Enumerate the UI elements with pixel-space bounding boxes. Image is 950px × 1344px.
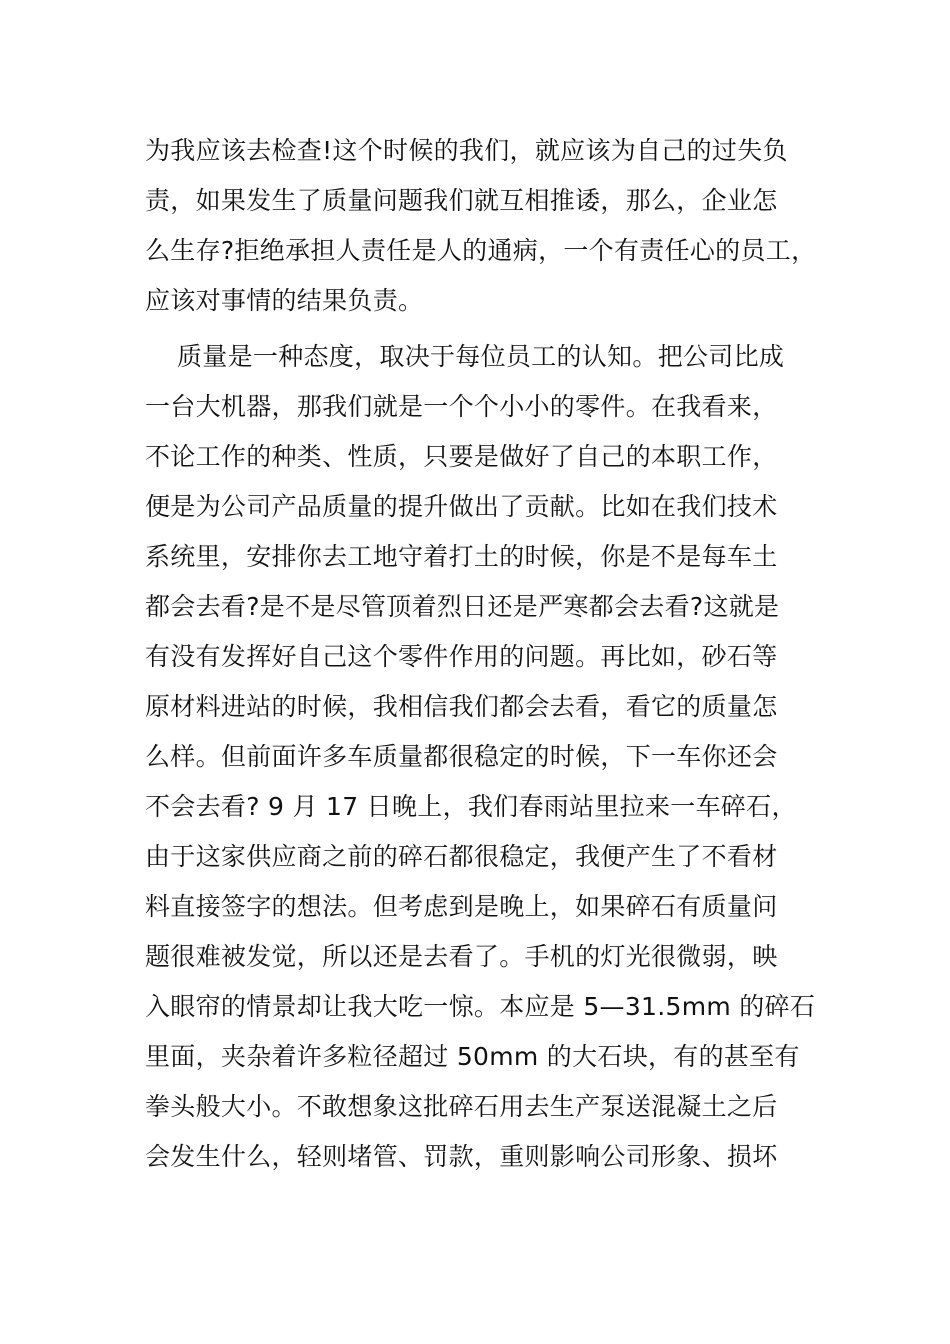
- text-line: 都会去看?是不是尽管顶着烈日还是严寒都会去看?这就是: [145, 592, 780, 621]
- text-line: 料直接签字的想法。但考虑到是晚上，如果碎石有质量问: [145, 892, 778, 921]
- text-line: 不会去看? 9 月 17 日晚上，我们春雨站里拉来一车碎石，: [145, 792, 797, 821]
- text-line: 有没有发挥好自己这个零件作用的问题。再比如，砂石等: [145, 642, 778, 671]
- text-line: 责，如果发生了质量问题我们就互相推诿，那么，企业怎: [145, 186, 778, 215]
- text-line: 一台大机器，那我们就是一个个小小的零件。在我看来，: [145, 392, 778, 421]
- text-line: 题很难被发觉，所以还是去看了。手机的灯光很微弱，映: [145, 942, 778, 971]
- text-line: 会发生什么，轻则堵管、罚款，重则影响公司形象、损坏: [145, 1142, 778, 1171]
- text-line: 质量是一种态度，取决于每位员工的认知。把公司比成: [177, 342, 785, 371]
- text-line: 么样。但前面许多车质量都很稳定的时候，下一车你还会: [145, 742, 778, 771]
- text-line: 不论工作的种类、性质，只要是做好了自己的本职工作，: [145, 442, 778, 471]
- text-line: 入眼帘的情景却让我大吃一惊。本应是 5—31.5mm 的碎石: [145, 992, 816, 1021]
- text-line: 拳头般大小。不敢想象这批碎石用去生产泵送混凝土之后: [145, 1092, 778, 1121]
- text-line: 便是为公司产品质量的提升做出了贡献。比如在我们技术: [145, 492, 778, 521]
- text-line: 么生存?拒绝承担人责任是人的通病，一个有责任心的员工，: [145, 236, 817, 265]
- text-line: 系统里，安排你去工地守着打土的时候，你是不是每车土: [145, 542, 778, 571]
- paragraph-1: [145, 126, 817, 326]
- text-line: 应该对事情的结果负责。: [145, 286, 424, 315]
- body-text: [145, 126, 817, 1182]
- text-line: 原材料进站的时候，我相信我们都会去看，看它的质量怎: [145, 692, 778, 721]
- text-line: 由于这家供应商之前的碎石都很稳定，我便产生了不看材: [145, 842, 778, 871]
- paragraph-2: [145, 332, 816, 1182]
- text-line: 里面，夹杂着许多粒径超过 50mm 的大石块，有的甚至有: [145, 1042, 800, 1071]
- text-line: 为我应该去检查!这个时候的我们，就应该为自己的过失负: [145, 136, 788, 165]
